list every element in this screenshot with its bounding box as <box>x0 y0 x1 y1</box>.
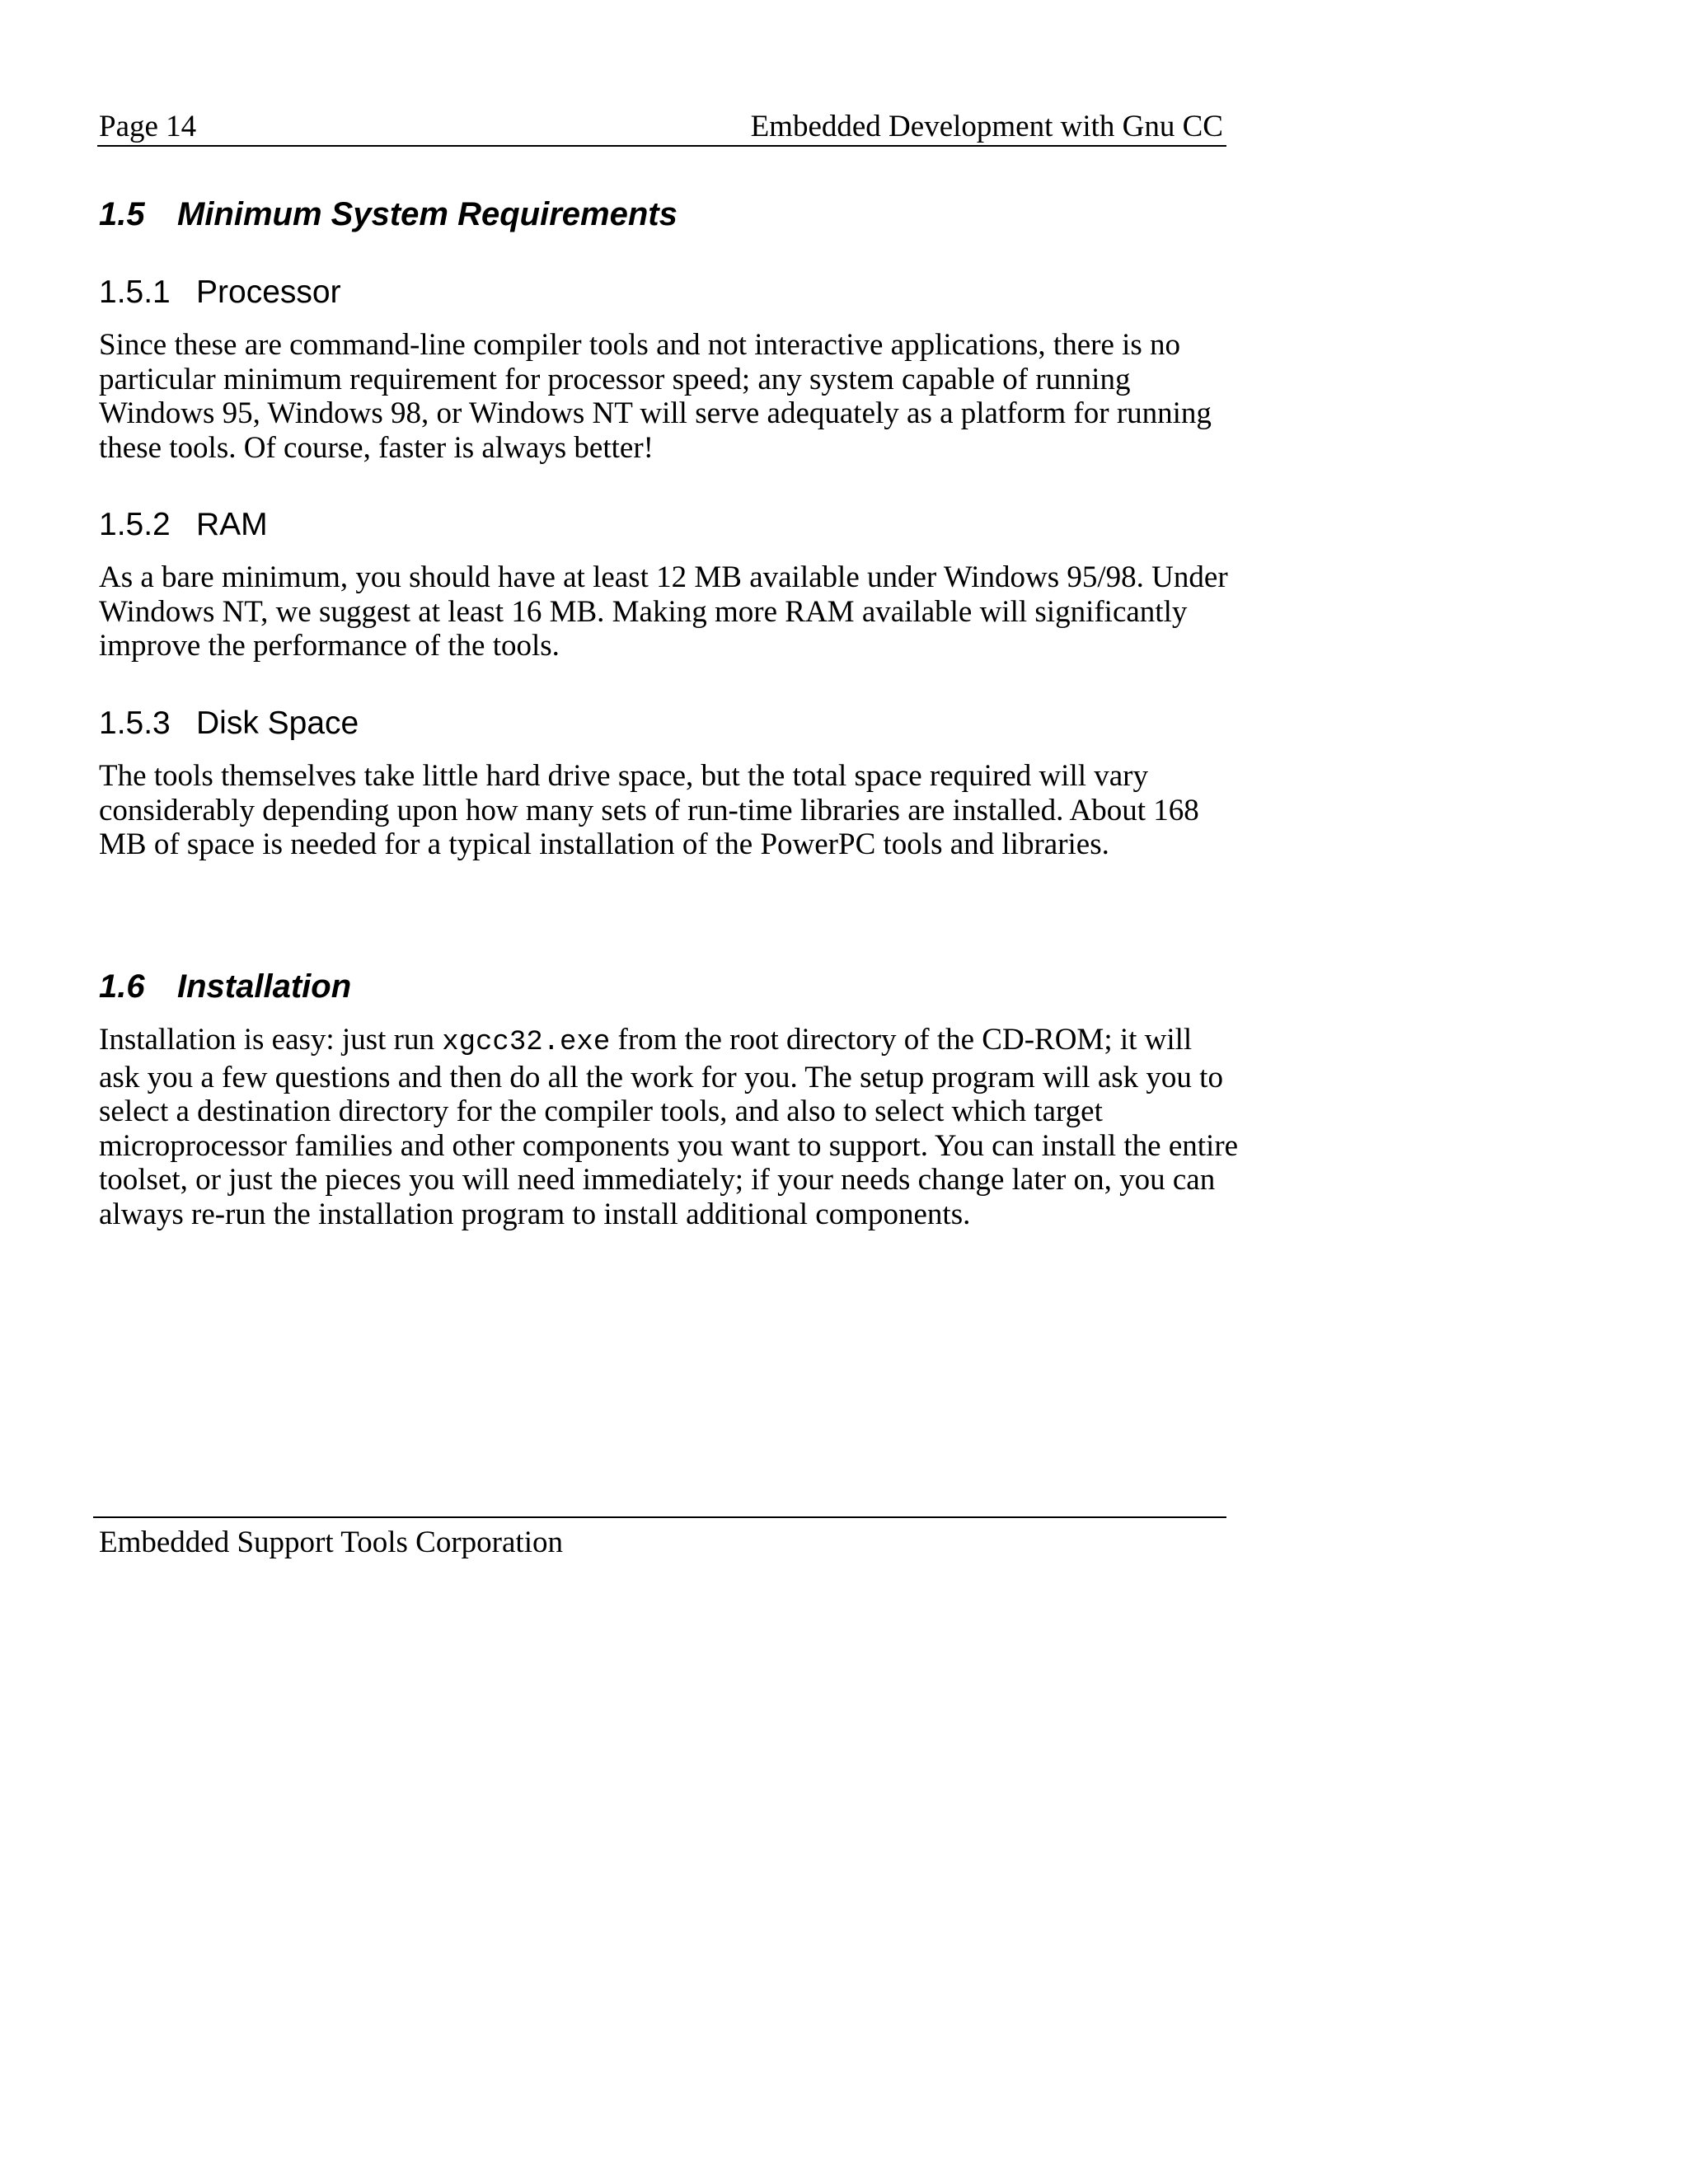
subsection-heading-ram <box>99 505 268 545</box>
page-header <box>97 102 1226 147</box>
running-title: Embedded Development with Gnu CC <box>750 110 1223 143</box>
subsection-number: 1.5.1 <box>99 274 171 310</box>
subsection-number: 1.5.3 <box>99 705 171 741</box>
section-title: Installation <box>177 968 352 1005</box>
text-line: toolset, or just the pieces you will need immediately; if your needs change later on, you can <box>99 1163 1216 1197</box>
text-line: improve the performance of the tools. <box>99 629 560 663</box>
text-line: considerably depending upon how many sets of run-time libraries are installed. About 168 <box>99 793 1199 827</box>
text-segment: Installation is easy: just run <box>99 1023 443 1057</box>
text-line: MB of space is needed for a typical installation of the PowerPC tools and libraries. <box>99 827 1109 861</box>
text-line: ask you a few questions and then do all the work for you. The setup program will ask you to <box>99 1060 1223 1094</box>
section-number: 1.5 <box>99 196 145 232</box>
subsection-heading-disk-space <box>99 704 359 743</box>
text-line: Since these are command-line compiler tools and not interactive applications, there is no <box>99 328 1181 362</box>
text-line: The tools themselves take little hard drive space, but the total space required will vary <box>99 759 1148 793</box>
text-line: microprocessor families and other components you want to support. You can install the entire <box>99 1128 1239 1163</box>
subsection-title: Disk Space <box>196 705 359 741</box>
text-line: always re-run the installation program to install additional components. <box>99 1197 971 1231</box>
text-line: particular minimum requirement for processor speed; any system capable of running <box>99 362 1131 396</box>
text-line: select a destination directory for the compiler tools, and also to select which target <box>99 1094 1103 1128</box>
installer-filename: xgcc32.exe <box>442 1027 611 1058</box>
paragraph-installation <box>99 1023 1239 1231</box>
subsection-title: RAM <box>196 507 268 542</box>
section-number: 1.6 <box>99 968 145 1005</box>
paragraph-disk-space <box>99 759 1236 862</box>
page-footer <box>93 1516 1226 1561</box>
subsection-number: 1.5.2 <box>99 507 171 542</box>
text-line: Windows NT, we suggest at least 16 MB. Making more RAM available will significantly <box>99 594 1188 629</box>
text-line: Windows 95, Windows 98, or Windows NT will serve adequately as a platform for running <box>99 396 1212 430</box>
paragraph-ram <box>99 560 1236 663</box>
section-title: Minimum System Requirements <box>177 196 678 232</box>
section-heading-1-6 <box>99 967 351 1006</box>
text-segment: from the root directory of the CD-ROM; it will <box>610 1023 1193 1057</box>
text-line: As a bare minimum, you should have at least 12 MB available under Windows 95/98. Under <box>99 560 1228 594</box>
paragraph-processor <box>99 328 1236 465</box>
text-line <box>99 1023 1236 1061</box>
page-number: Page 14 <box>99 110 197 143</box>
section-heading-1-5 <box>99 194 678 234</box>
subsection-heading-processor <box>99 273 341 312</box>
text-line: these tools. Of course, faster is always better! <box>99 430 654 465</box>
subsection-title: Processor <box>196 274 341 310</box>
footer-company: Embedded Support Tools Corporation <box>99 1526 563 1559</box>
